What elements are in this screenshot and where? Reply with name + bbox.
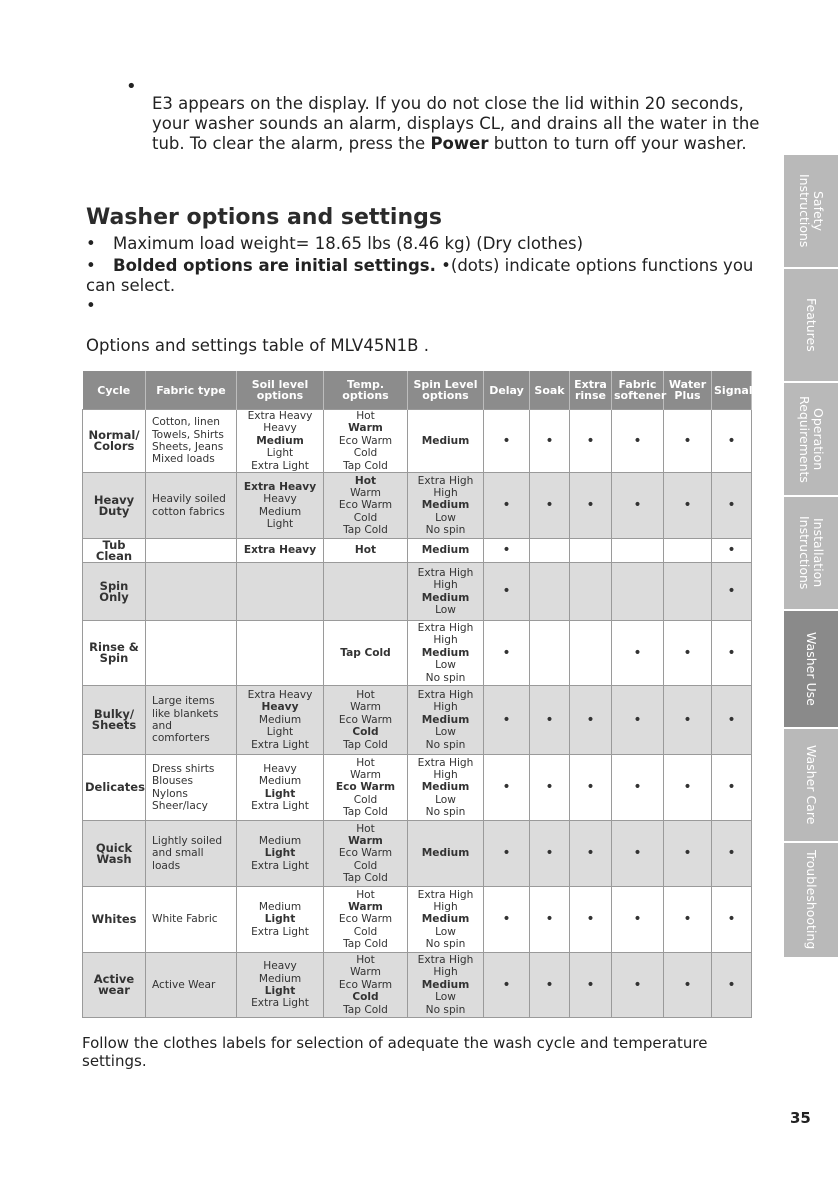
soil-cell <box>237 755 324 821</box>
header-spin: Spin Level options <box>408 371 484 410</box>
water-plus-dot: • <box>664 887 712 953</box>
delay-dot: • <box>484 887 530 953</box>
spin-cell <box>408 887 484 953</box>
temp-option: Eco Warm <box>338 978 393 991</box>
soil-option: Extra Light <box>251 738 309 751</box>
header-softener: Fabric softener <box>612 371 664 410</box>
spin-option: Extra High <box>417 474 474 487</box>
bullet-text: Maximum load weight= 18.65 lbs (8.46 kg) (Dry clothes) <box>113 234 584 253</box>
delay-dot: • <box>484 953 530 1018</box>
header-fabric: Fabric type <box>146 371 237 410</box>
cycle-cell: Heavy Duty <box>83 473 146 539</box>
temp-option: Hot <box>356 888 375 901</box>
soil-option: Light <box>266 726 294 739</box>
fabric-line: Sheer/lacy <box>152 799 208 812</box>
water-plus-dot: • <box>664 821 712 887</box>
signal-dot: • <box>712 539 752 563</box>
signal-dot: • <box>712 563 752 621</box>
cycle-cell: Delicates <box>83 755 146 821</box>
temp-option: Tap Cold <box>343 738 388 751</box>
soil-option-default: Light <box>264 985 296 998</box>
tab-label: Features <box>804 298 819 352</box>
water-plus-dot: • <box>664 410 712 473</box>
temp-option: Cold <box>353 925 378 938</box>
extra-rinse-dot: • <box>570 953 612 1018</box>
header-cycle: Cycle <box>83 371 146 410</box>
fabric-line: and <box>152 720 172 733</box>
delay-dot: • <box>484 821 530 887</box>
fabric-line: cotton fabrics <box>152 505 225 518</box>
temp-cell <box>324 686 408 755</box>
delay-dot: • <box>484 539 530 563</box>
temp-cell: Hot <box>324 539 408 563</box>
softener-dot: • <box>612 621 664 686</box>
fabric-cell <box>146 621 237 686</box>
temp-option: Warm <box>350 701 381 714</box>
fabric-line: Towels, Shirts <box>152 428 224 441</box>
fabric-cell <box>146 686 237 755</box>
cycle-cell: Rinse & Spin <box>83 621 146 686</box>
spin-option: Extra High <box>417 622 474 635</box>
fabric-cell <box>146 473 237 539</box>
table-row <box>83 410 752 473</box>
delay-dot: • <box>484 686 530 755</box>
delay-dot: • <box>484 473 530 539</box>
soil-option: Extra Light <box>251 925 309 938</box>
delay-dot: • <box>484 410 530 473</box>
intro-power-word: Power <box>430 134 489 153</box>
tab-operation-requirements[interactable] <box>784 383 838 497</box>
spin-option: Extra High <box>417 689 474 702</box>
spin-cell: Medium <box>408 539 484 563</box>
spin-option-default: Medium <box>421 646 470 659</box>
soil-option: Heavy <box>263 422 297 435</box>
fabric-cell <box>146 410 237 473</box>
page-number: 35 <box>790 1109 811 1127</box>
softener-dot: • <box>612 410 664 473</box>
cycle-cell: Normal/ Colors <box>83 410 146 473</box>
spin-option: Low <box>435 991 456 1004</box>
tab-label: Washer Care <box>804 745 819 825</box>
soil-cell <box>237 686 324 755</box>
temp-option: Hot <box>356 410 375 422</box>
fabric-cell <box>146 563 237 621</box>
spin-option-default: Medium <box>421 913 470 926</box>
signal-dot: • <box>712 953 752 1018</box>
fabric-line: Active Wear <box>152 978 216 991</box>
soil-option: Light <box>266 447 294 460</box>
extra-rinse-cell <box>570 621 612 686</box>
spin-option: High <box>433 768 458 781</box>
spin-option: Extra High <box>417 888 474 901</box>
soil-option: Light <box>266 517 294 530</box>
cycle-cell: Active wear <box>83 953 146 1018</box>
spin-option-default: Medium <box>421 434 470 447</box>
water-plus-cell <box>664 539 712 563</box>
temp-option: Tap Cold <box>343 459 388 472</box>
header-delay: Delay <box>484 371 530 410</box>
soil-cell <box>237 473 324 539</box>
spin-option: High <box>433 486 458 499</box>
soil-option: Extra Heavy <box>247 689 313 702</box>
extra-rinse-dot: • <box>570 755 612 821</box>
bullet-empty <box>86 296 766 316</box>
spin-option: High <box>433 900 458 913</box>
spin-option: Low <box>435 925 456 938</box>
bullet-dot: • <box>86 296 96 315</box>
softener-dot: • <box>612 953 664 1018</box>
inline-dot: • <box>441 256 451 275</box>
tab-washer-care[interactable] <box>784 729 838 843</box>
fabric-cell <box>146 953 237 1018</box>
soak-dot: • <box>530 953 570 1018</box>
table-header-row <box>83 371 752 410</box>
soil-cell <box>237 563 324 621</box>
bullet-bold-text: Bolded options are initial settings. <box>113 256 436 275</box>
table-row <box>83 755 752 821</box>
header-temp: Temp. options <box>324 371 408 410</box>
fabric-line: loads <box>152 859 181 872</box>
spin-option-default: Medium <box>421 978 470 991</box>
extra-rinse-dot: • <box>570 887 612 953</box>
water-plus-dot: • <box>664 686 712 755</box>
fabric-cell <box>146 887 237 953</box>
delay-dot: • <box>484 621 530 686</box>
soil-option: Extra Light <box>251 859 309 872</box>
tab-washer-use[interactable] <box>784 611 838 729</box>
table-row <box>83 621 752 686</box>
temp-cell <box>324 563 408 621</box>
spin-option: Low <box>435 659 456 672</box>
temp-option: Tap Cold <box>343 524 388 537</box>
softener-dot: • <box>612 473 664 539</box>
bullet-bold-note <box>86 256 766 296</box>
soak-dot: • <box>530 755 570 821</box>
fabric-line: comforters <box>152 732 210 745</box>
cycle-cell: Whites <box>83 887 146 953</box>
fabric-line: Heavily soiled <box>152 493 226 506</box>
delay-dot: • <box>484 755 530 821</box>
cycle-cell: Spin Only <box>83 563 146 621</box>
soil-option: Heavy <box>263 960 297 973</box>
soak-dot: • <box>530 821 570 887</box>
softener-cell <box>612 539 664 563</box>
temp-option-default: Warm <box>348 834 383 847</box>
temp-cell: Tap Cold <box>324 621 408 686</box>
extra-rinse-dot: • <box>570 821 612 887</box>
temp-option: Tap Cold <box>343 806 388 819</box>
spin-cell <box>408 410 484 473</box>
options-table <box>82 371 752 1018</box>
spin-cell <box>408 686 484 755</box>
spin-option: High <box>433 701 458 714</box>
spin-cell <box>408 621 484 686</box>
temp-option: Tap Cold <box>343 872 388 885</box>
soil-option: Heavy <box>263 493 297 506</box>
temp-option: Hot <box>356 756 375 769</box>
table-row <box>83 887 752 953</box>
temp-option: Eco Warm <box>338 847 393 860</box>
spin-option: No spin <box>425 806 466 819</box>
table-row <box>83 686 752 755</box>
spin-cell <box>408 473 484 539</box>
soil-option: Medium <box>258 900 302 913</box>
fabric-line: White Fabric <box>152 913 218 926</box>
spin-option: Low <box>435 511 456 524</box>
spin-option-default: Medium <box>421 781 470 794</box>
soak-dot: • <box>530 410 570 473</box>
fabric-cell <box>146 821 237 887</box>
fabric-cell <box>146 539 237 563</box>
soil-option-default: Light <box>264 787 296 800</box>
spin-option-default: Medium <box>421 591 470 604</box>
water-plus-dot: • <box>664 621 712 686</box>
table-title: Options and settings table of MLV45N1B . <box>86 336 429 355</box>
spin-cell <box>408 563 484 621</box>
bullet-dot: • <box>86 256 96 275</box>
softener-dot: • <box>612 821 664 887</box>
fabric-line: like blankets <box>152 707 219 720</box>
spin-option-default: Medium <box>421 713 470 726</box>
temp-cell <box>324 473 408 539</box>
cycle-cell: Bulky/ Sheets <box>83 686 146 755</box>
section-heading: Washer options and settings <box>86 205 442 230</box>
softener-dot: • <box>612 887 664 953</box>
soak-cell <box>530 539 570 563</box>
softener-cell <box>612 563 664 621</box>
tab-label: Operation Requirements <box>797 395 826 483</box>
temp-option: Hot <box>356 954 375 967</box>
extra-rinse-dot: • <box>570 686 612 755</box>
spin-option-default: Medium <box>421 499 470 512</box>
signal-dot: • <box>712 686 752 755</box>
temp-option: Warm <box>350 768 381 781</box>
table-row <box>83 539 752 563</box>
soil-option: Extra Light <box>251 997 309 1010</box>
temp-option: Cold <box>353 793 378 806</box>
spin-option: High <box>433 579 458 592</box>
soil-option-default: Light <box>264 847 296 860</box>
spin-option: No spin <box>425 671 466 684</box>
softener-dot: • <box>612 686 664 755</box>
soak-cell <box>530 563 570 621</box>
spin-option: No spin <box>425 1003 466 1016</box>
temp-option: Warm <box>350 966 381 979</box>
signal-dot: • <box>712 621 752 686</box>
bullet-dot: • <box>86 234 96 253</box>
spin-option: Extra High <box>417 954 474 967</box>
soil-option-default: Extra Heavy <box>243 480 317 493</box>
intro-bullet: • <box>126 76 137 97</box>
soak-dot: • <box>530 686 570 755</box>
extra-rinse-cell <box>570 563 612 621</box>
spin-cell <box>408 821 484 887</box>
tab-label: Washer Use <box>804 632 819 706</box>
table-row <box>83 821 752 887</box>
soil-option-default: Heavy <box>261 701 299 714</box>
tab-installation-instructions[interactable] <box>784 497 838 611</box>
soak-cell <box>530 621 570 686</box>
spin-option: Extra High <box>417 756 474 769</box>
soil-option-default: Medium <box>256 434 304 447</box>
temp-option: Cold <box>353 511 378 524</box>
tab-troubleshooting[interactable] <box>784 843 838 959</box>
spin-option: Extra High <box>417 566 474 579</box>
cycle-cell: Tub Clean <box>83 539 146 563</box>
temp-cell <box>324 410 408 473</box>
temp-option: Tap Cold <box>343 938 388 951</box>
fabric-line: Dress shirts <box>152 762 215 775</box>
signal-dot: • <box>712 821 752 887</box>
soil-cell <box>237 887 324 953</box>
header-extra-rinse: Extra rinse <box>570 371 612 410</box>
soil-cell <box>237 821 324 887</box>
extra-rinse-dot: • <box>570 410 612 473</box>
spin-option: Low <box>435 726 456 739</box>
water-plus-cell <box>664 563 712 621</box>
tab-label: Safety Instructions <box>797 174 826 248</box>
soak-dot: • <box>530 473 570 539</box>
temp-option: Eco Warm <box>338 913 393 926</box>
temp-option: Eco Warm <box>338 499 393 512</box>
fabric-line: Mixed loads <box>152 453 215 466</box>
intro-paragraph <box>152 94 772 154</box>
soil-option: Medium <box>258 713 302 726</box>
spin-option: No spin <box>425 738 466 751</box>
tab-label: Installation Instructions <box>797 516 826 590</box>
water-plus-dot: • <box>664 473 712 539</box>
signal-dot: • <box>712 473 752 539</box>
signal-dot: • <box>712 755 752 821</box>
fabric-line: Cotton, linen <box>152 416 220 429</box>
intro-text-2: button to turn off your washer. <box>488 134 747 153</box>
soak-dot: • <box>530 887 570 953</box>
soil-option: Medium <box>258 775 302 788</box>
temp-cell <box>324 755 408 821</box>
soil-cell <box>237 621 324 686</box>
spin-option-default: Medium <box>421 847 470 860</box>
spin-option: No spin <box>425 938 466 951</box>
temp-option: Tap Cold <box>343 1003 388 1016</box>
spin-option: High <box>433 634 458 647</box>
temp-option: Cold <box>353 447 378 460</box>
soil-cell <box>237 410 324 473</box>
temp-option: Eco Warm <box>338 434 393 447</box>
delay-dot: • <box>484 563 530 621</box>
temp-option: Hot <box>356 689 375 702</box>
soil-option: Heavy <box>263 762 297 775</box>
temp-cell <box>324 953 408 1018</box>
temp-option: Warm <box>350 486 381 499</box>
extra-rinse-cell <box>570 539 612 563</box>
tab-label: Troubleshooting <box>804 850 819 950</box>
soil-option-default: Light <box>264 913 296 926</box>
water-plus-dot: • <box>664 755 712 821</box>
water-plus-dot: • <box>664 953 712 1018</box>
temp-cell <box>324 887 408 953</box>
fabric-line: Large items <box>152 695 215 708</box>
soil-cell <box>237 953 324 1018</box>
temp-option: Hot <box>356 822 375 835</box>
temp-option: Eco Warm <box>338 713 393 726</box>
temp-option-default: Warm <box>348 422 383 435</box>
header-signal: Signal <box>712 371 752 410</box>
fabric-line: and small <box>152 847 204 860</box>
fabric-cell <box>146 755 237 821</box>
spin-cell <box>408 755 484 821</box>
signal-dot: • <box>712 410 752 473</box>
header-water-plus: Water Plus <box>664 371 712 410</box>
spin-option: Low <box>435 793 456 806</box>
bullet-text: (dots) indicate options functions you can select. <box>86 256 754 295</box>
soil-option: Medium <box>258 834 302 847</box>
soil-option: Extra Light <box>251 799 309 812</box>
table-row <box>83 473 752 539</box>
temp-option-default: Warm <box>348 900 383 913</box>
fabric-line: Blouses <box>152 775 193 788</box>
soil-cell: Extra Heavy <box>237 539 324 563</box>
temp-option-default: Hot <box>354 474 377 487</box>
tab-features[interactable] <box>784 269 838 383</box>
soil-option: Extra Heavy <box>247 410 313 422</box>
temp-option: Cold <box>353 859 378 872</box>
tab-safety-instructions[interactable] <box>784 155 838 269</box>
spin-option: Low <box>435 603 456 616</box>
spin-option: High <box>433 966 458 979</box>
softener-dot: • <box>612 755 664 821</box>
temp-option-default: Eco Warm <box>335 781 396 794</box>
soil-option: Medium <box>258 505 302 518</box>
fabric-line: Nylons <box>152 787 188 800</box>
header-soil: Soil level options <box>237 371 324 410</box>
header-soak: Soak <box>530 371 570 410</box>
cycle-cell: Quick Wash <box>83 821 146 887</box>
footer-note: Follow the clothes labels for selection of adequate the wash cycle and temperature settings. <box>82 1034 708 1070</box>
soil-option: Medium <box>258 972 302 985</box>
table-row <box>83 563 752 621</box>
spin-cell <box>408 953 484 1018</box>
table-row <box>83 953 752 1018</box>
fabric-line: Sheets, Jeans <box>152 441 224 454</box>
spin-option: No spin <box>425 524 466 537</box>
soil-option: Extra Light <box>251 459 309 472</box>
signal-dot: • <box>712 887 752 953</box>
temp-option-default: Cold <box>352 726 379 739</box>
temp-cell <box>324 821 408 887</box>
fabric-line: Lightly soiled <box>152 834 223 847</box>
intro-text-1: E3 appears on the display. If you do not close the lid within 20 seconds, your washer sounds an alarm, displays CL, and drains all the water in the tub. To clear the alarm, press the <box>152 94 760 153</box>
temp-option-default: Cold <box>352 991 379 1004</box>
bullet-load-weight <box>86 234 766 254</box>
extra-rinse-dot: • <box>570 473 612 539</box>
